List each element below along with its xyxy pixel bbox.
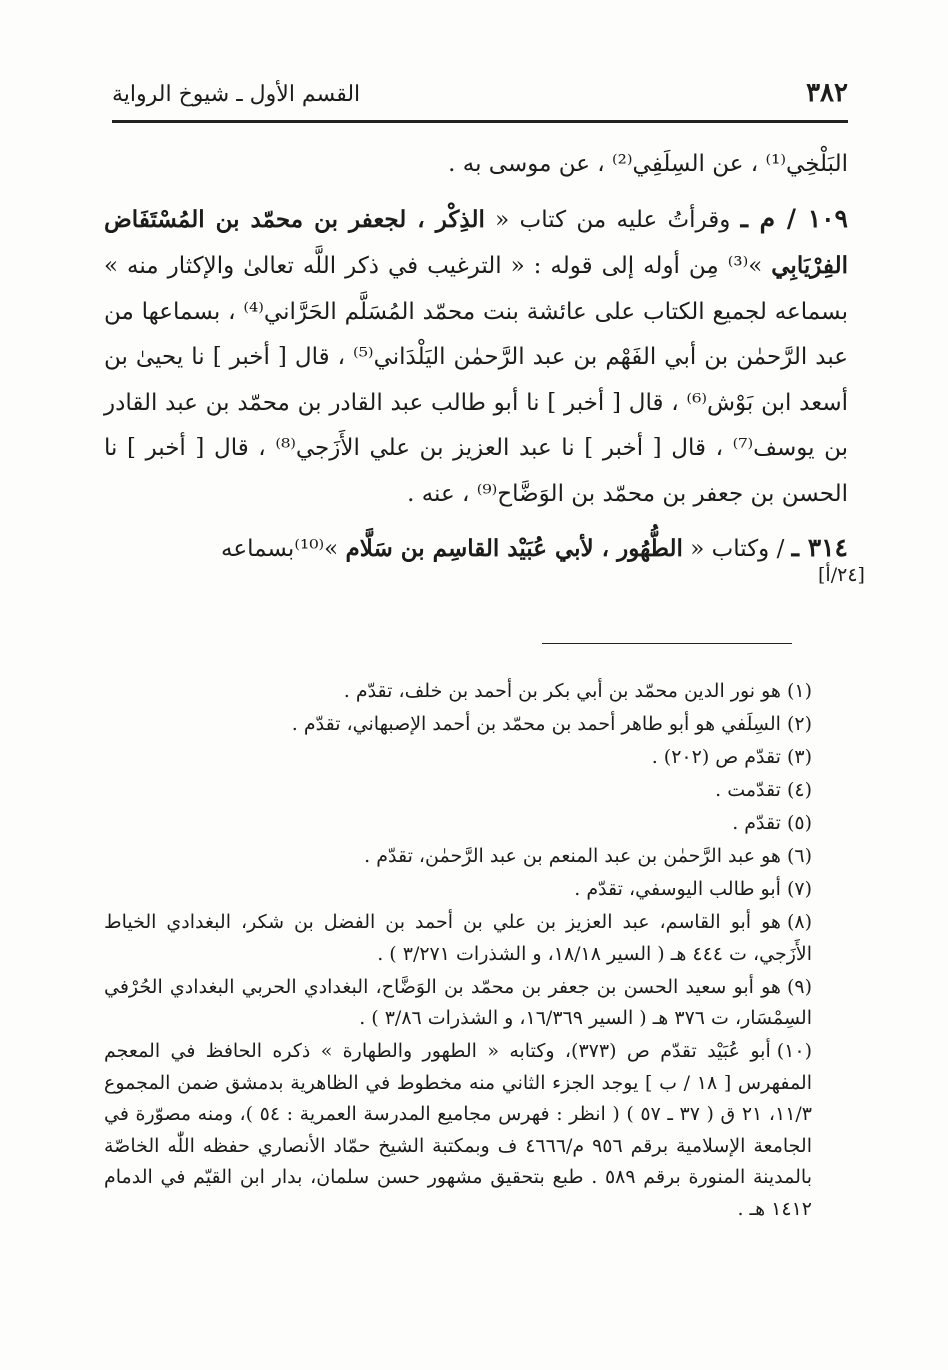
page-number: ٣٨٢ [806, 78, 848, 108]
book-title: الذِكْر ، لجعفر بن محمّد بن المُسْتَفَاض الفِرْيَابِي [104, 205, 848, 279]
footnote-text: تقدّمت . [715, 779, 781, 801]
entry-text: »⁽¹⁰⁾بسماعه [221, 536, 346, 562]
footnote-text: تقدّم ص (٢٠٢) . [651, 746, 781, 768]
footnote-number: (٨) [786, 911, 812, 933]
footnote-text: السِلَفي هو أبو طاهر أحمد بن محمّد بن أحمد الإصبهاني، تقدّم . [291, 713, 781, 735]
header-rule [112, 120, 848, 123]
running-title: القسم الأول ـ شيوخ الرواية [112, 82, 361, 107]
footnote-text: تقدّم . [732, 812, 781, 834]
footnote [104, 709, 812, 741]
footnote [104, 742, 812, 774]
footnote-number: (٩) [786, 975, 812, 998]
footnote-number: (٥) [786, 812, 812, 834]
footnote-number: (٢) [786, 713, 812, 735]
footnote-text: هو أبو القاسم، عبد العزيز بن علي بن أحمد بن الفضل بن شكر، البغدادي الخياط الأَزَجي، ت ٤٤٤ هـ ( السير ١٨/١٨، و الشذرات ٣/٢٧١ ) . [104, 911, 812, 965]
footnote-text: أبو عُبَيْد تقدّم ص (٣٧٣)، وكتابه « الطهور والطهارة » ذكره الحافظ في المعجم المفهرس [ ١٨ / ب ] يوجد الجزء الثاني منه مخطوط في الظاهرية بدمشق ضمن المجموع ١١/٣، ٢١ ق ( ٣٧ ـ ٥٧ ) ( انظر : فهرس مجاميع المدرسة العمرية : ٥٤ )، ومنه مصوّرة في الجامعة الإسلامية برقم ٩٥٦ م/٤٦٦٦ ف وبمكتبة الشيخ حمّاد الأنصاري حفظه اللّٰه الخاصّة بالمدينة المنورة برقم ٥٨٩ . طبع بتحقيق مشهور حسن سلمان، بدار ابن القيّم في الدمام ١٤١٢ هـ . [104, 1040, 813, 1220]
page-header [112, 72, 848, 114]
entry-text: »⁽³⁾ مِن أوله إلى قوله : « الترغيب في ذكر اللَّه تعالىٰ والإكثار منه » بسماعه لجميع الكتاب على عائشة بنت محمّد المُسَلَّم الحَرَّاني⁽⁴⁾ ، بسماعها من عبد الرَّحمٰن بن أبي الفَهْم بن عبد الرَّحمٰن اليَلْدَاني⁽⁵⁾ ، قال [ أخبر ] نا يحيىٰ بن أسعد ابن بَوْش⁽⁶⁾ ، قال [ أخبر ] نا أبو طالب عبد القادر بن محمّد بن عبد القادر بن يوسف⁽⁷⁾ ، قال [ أخبر ] نا عبد العزيز بن علي الأَزَجي⁽⁸⁾ ، قال [ أخبر ] نا الحسن بن جعفر بن محمّد بن الوَضَّاح⁽⁹⁾ ، عنه . [104, 253, 849, 507]
continuation-line: البَلْخِي⁽¹⁾ ، عن السِلَفِي⁽²⁾ ، عن موسى به . [448, 151, 848, 177]
main-text [104, 142, 848, 573]
footnote [104, 775, 812, 807]
entry-number: ٣١٤ ـ [791, 533, 848, 562]
entry-314 [104, 525, 848, 573]
entry-number: ١٠٩ / م ـ [740, 203, 848, 233]
footnote-number: (٤) [786, 779, 812, 801]
footnote-text: هو عبد الرَّحمٰن بن عبد المنعم بن عبد الرَّحمٰن، تقدّم . [364, 845, 781, 867]
footnote-number: (٦) [786, 845, 812, 867]
footnotes [104, 676, 812, 1227]
footnote-number: (١) [786, 680, 812, 702]
entry-text: وقرأتُ عليه من كتاب « [484, 206, 741, 233]
footnote [104, 676, 812, 708]
entry-109 [104, 196, 848, 518]
entry-text: / وكتاب « [682, 536, 792, 562]
footnote [104, 907, 812, 970]
footnote-text: هو أبو سعيد الحسن بن جعفر بن محمّد بن الوَضَّاح، البغدادي الحربي البغدادي الحُرْفي السِمْسَار، ت ٣٧٦ هـ ( السير ١٦/٣٦٩، و الشذرات ٣/٨٦ ) . [104, 975, 812, 1029]
footnote [104, 874, 812, 906]
book-title: الطُّهُور ، لأبي عُبَيْد القاسِم بن سَلَّام [345, 535, 683, 562]
footnote-number: (٧) [786, 878, 812, 900]
footnote [104, 972, 812, 1035]
footnote [104, 1036, 812, 1225]
footnote-text: هو نور الدين محمّد بن أبي بكر بن أحمد بن خلف، تقدّم . [343, 680, 781, 702]
footnote-number: (٣) [786, 746, 812, 768]
footnote [104, 841, 812, 873]
footnote [104, 808, 812, 840]
footnote-number: (١٠) [776, 1040, 812, 1062]
footnote-separator [542, 643, 792, 644]
footnote-text: أبو طالب اليوسفي، تقدّم . [574, 878, 781, 900]
manuscript-folio-ref: [٢٤/أ] [818, 564, 865, 586]
